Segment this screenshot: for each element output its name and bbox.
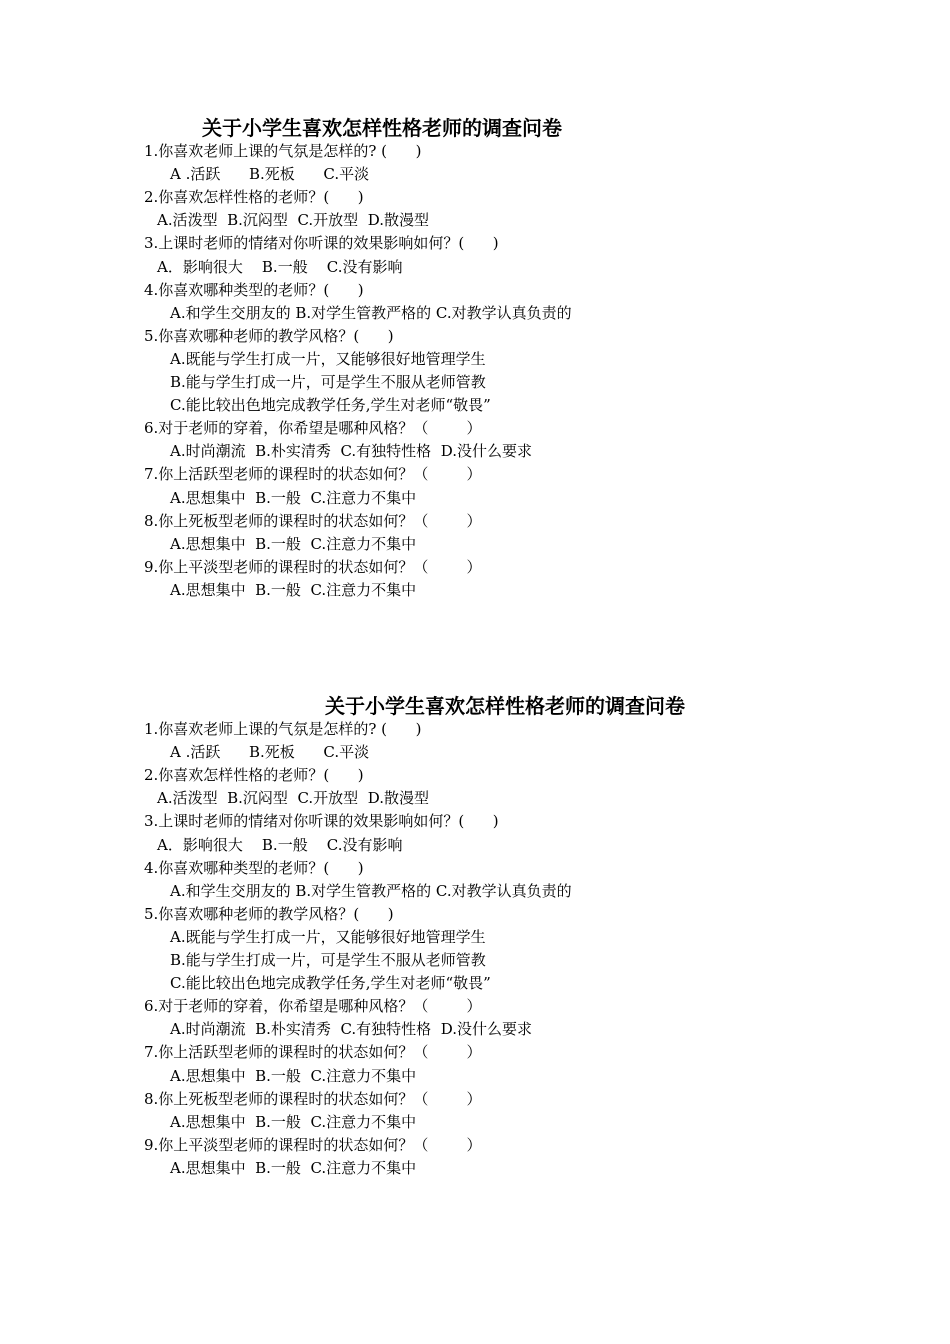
question-text: 4.你喜欢哪种类型的老师？( )	[144, 858, 364, 877]
answer-options: A．影响很大 B.一般 C.没有影响	[157, 257, 403, 276]
answer-options: A.和学生交朋友的 B.对学生管教严格的 C.对教学认真负责的	[170, 881, 572, 900]
answer-options: A.和学生交朋友的 B.对学生管教严格的 C.对教学认真负责的	[170, 303, 572, 322]
question-text: 2.你喜欢怎样性格的老师？( )	[144, 188, 364, 207]
question-text: 9.你上平淡型老师的课程时的状态如何？（ ）	[144, 1135, 482, 1154]
question-text: 1.你喜欢老师上课的气氛是怎样的? ( )	[144, 142, 422, 160]
answer-options: A.思想集中 B.一般 C.注意力不集中	[170, 1112, 417, 1131]
answer-options: A .活跃 B.死板 C.平淡	[170, 743, 370, 762]
question-text: 8.你上死板型老师的课程时的状态如何？（ ）	[144, 1089, 482, 1108]
answer-options: A．影响很大 B.一般 C.没有影响	[157, 835, 403, 854]
question-text: 1.你喜欢老师上课的气氛是怎样的? ( )	[144, 720, 422, 738]
answer-options: A.思想集中 B.一般 C.注意力不集中	[170, 488, 417, 507]
answer-options: A .活跃 B.死板 C.平淡	[170, 165, 370, 184]
question-text: 3.上课时老师的情绪对你听课的效果影响如何？( )	[144, 234, 499, 253]
question-text: 8.你上死板型老师的课程时的状态如何？（ ）	[144, 511, 482, 530]
question-text: 7.你上活跃型老师的课程时的状态如何？（ ）	[144, 1043, 482, 1062]
question-text: 5.你喜欢哪种老师的教学风格？( )	[144, 904, 394, 923]
answer-options: A.时尚潮流 B.朴实清秀 C.有独特性格 D.没什么要求	[170, 442, 532, 461]
answer-options: A.思想集中 B.一般 C.注意力不集中	[170, 1158, 417, 1177]
answer-options: C.能比较出色地完成教学任务,学生对老师“敬畏”	[170, 974, 491, 993]
question-text: 7.你上活跃型老师的课程时的状态如何？（ ）	[144, 465, 482, 484]
question-text: 2.你喜欢怎样性格的老师？( )	[144, 766, 364, 785]
survey-title: 关于小学生喜欢怎样性格老师的调查问卷	[325, 694, 685, 718]
question-text: 3.上课时老师的情绪对你听课的效果影响如何？( )	[144, 812, 499, 831]
question-text: 6.对于老师的穿着，你希望是哪种风格？（ ）	[144, 419, 482, 438]
answer-options: A.思想集中 B.一般 C.注意力不集中	[170, 580, 417, 599]
answer-options: B.能与学生打成一片，可是学生不服从老师管教	[170, 373, 486, 391]
answer-options: A.既能与学生打成一片，又能够很好地管理学生	[170, 349, 486, 368]
question-text: 4.你喜欢哪种类型的老师？( )	[144, 280, 364, 299]
answer-options: A.时尚潮流 B.朴实清秀 C.有独特性格 D.没什么要求	[170, 1020, 532, 1039]
question-text: 5.你喜欢哪种老师的教学风格？( )	[144, 326, 394, 345]
question-text: 9.你上平淡型老师的课程时的状态如何？（ ）	[144, 557, 482, 576]
answer-options: A.活泼型 B.沉闷型 C.开放型 D.散漫型	[157, 789, 429, 808]
survey-title: 关于小学生喜欢怎样性格老师的调查问卷	[202, 116, 562, 140]
answer-options: A.既能与学生打成一片，又能够很好地管理学生	[170, 927, 486, 946]
answer-options: A.思想集中 B.一般 C.注意力不集中	[170, 1066, 417, 1085]
answer-options: A.活泼型 B.沉闷型 C.开放型 D.散漫型	[157, 211, 429, 230]
answer-options: C.能比较出色地完成教学任务,学生对老师“敬畏”	[170, 396, 491, 415]
question-text: 6.对于老师的穿着，你希望是哪种风格？（ ）	[144, 997, 482, 1016]
answer-options: A.思想集中 B.一般 C.注意力不集中	[170, 534, 417, 553]
answer-options: B.能与学生打成一片，可是学生不服从老师管教	[170, 951, 486, 969]
